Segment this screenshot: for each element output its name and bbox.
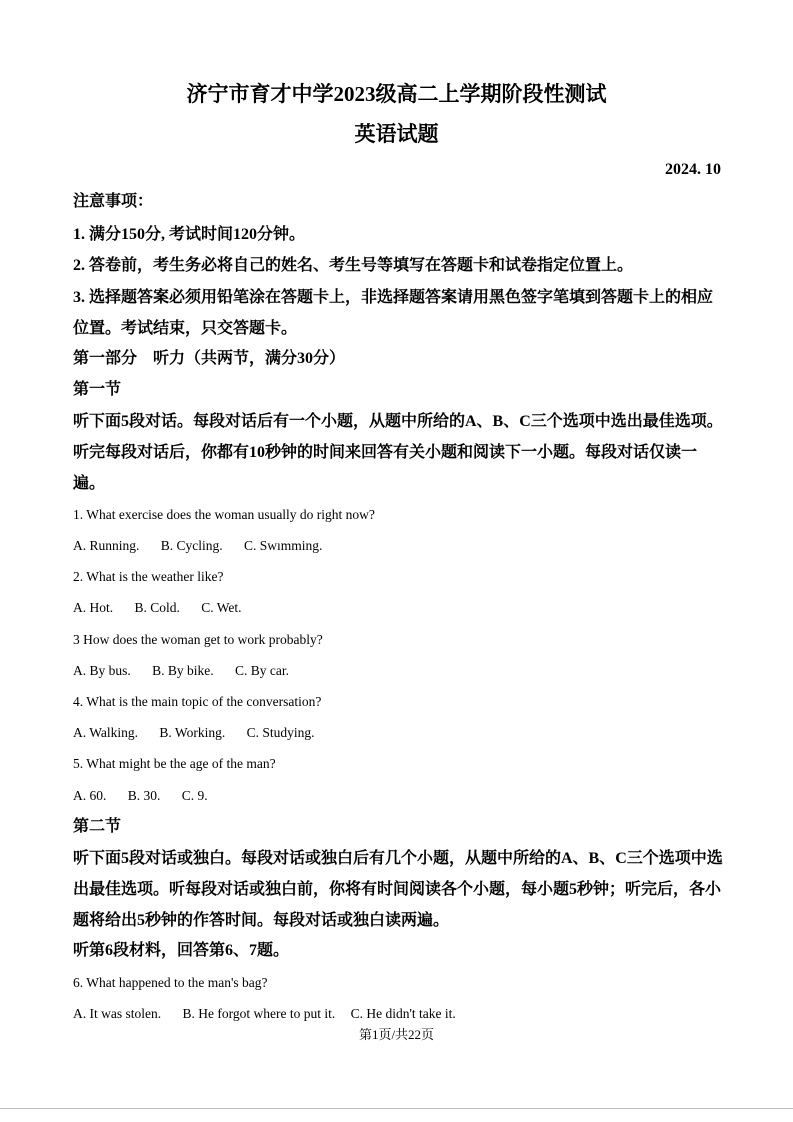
question-4-options	[73, 725, 314, 741]
option-a: A. It was stolen.	[73, 1006, 162, 1021]
option-a: A. Running.	[73, 538, 140, 553]
note-item-1: 1. 满分150分, 考试时间120分钟。	[73, 226, 306, 243]
section1-heading: 第一节	[73, 381, 122, 398]
question-2: 2. What is the weather like?	[73, 569, 224, 584]
option-a: A. By bus.	[73, 663, 131, 678]
exam-date: 2024. 10	[665, 161, 721, 178]
notes-heading: 注意事项：	[73, 193, 154, 210]
option-b: B. By bike.	[152, 663, 214, 678]
question-5: 5. What might be the age of the man?	[73, 756, 276, 771]
material-heading: 听第6段材料，回答第6、7题。	[73, 942, 290, 959]
option-b: B. Working.	[159, 725, 226, 740]
question-5-options	[73, 788, 208, 804]
question-4: 4. What is the main topic of the conversation?	[73, 694, 322, 709]
question-3: 3 How does the woman get to work probably?	[73, 632, 323, 647]
question-2-options	[73, 600, 242, 616]
question-6-options	[73, 1006, 456, 1022]
note-item-3: 3. 选择题答案必须用铅笔涂在答题卡上，非选择题答案请用黑色签字笔填到答题卡上的相应位置。考试结束，只交答题卡。	[73, 289, 714, 337]
page-footer: 第1页/共22页	[358, 1027, 435, 1042]
option-b: B. Cycling.	[160, 538, 223, 553]
part1-heading: 第一部分 听力（共两节，满分30分）	[73, 350, 346, 367]
question-1-options	[73, 538, 322, 554]
section1-instruction: 听下面5段对话。每段对话后有一个小题，从题中所给的A、B、C三个选项中选出最佳选项。听完每段对话后，你都有10秒钟的时间来回答有关小题和阅读下一小题。每段对话仅读一遍。	[73, 413, 723, 492]
section2-instruction: 听下面5段对话或独白。每段对话或独白后有几个小题，从题中所给的A、B、C三个选项中选出最佳选项。听每段对话或独白前，你将有时间阅读各个小题，每小题5秒钟；听完后，各小题将给出5秒钟的作答时间。每段对话或独白读两遍。	[73, 850, 723, 929]
question-3-options	[73, 663, 289, 679]
option-a: A. Walking.	[73, 725, 139, 740]
option-c: C. Swımming.	[244, 538, 323, 553]
note-item-2: 2. 答卷前，考生务必将自己的姓名、考生号等填写在答题卡和试卷指定位置上。	[73, 257, 634, 274]
bottom-divider	[0, 1108, 793, 1109]
option-c: C. Wet.	[201, 600, 242, 615]
option-b: B. He forgot where to put it.	[182, 1006, 336, 1021]
exam-title: 济宁市育才中学2023级高二上学期阶段性测试	[186, 82, 607, 106]
option-a: A. Hot.	[73, 600, 114, 615]
option-a: A. 60.	[73, 788, 107, 803]
option-c: C. Studying.	[246, 725, 315, 740]
question-6: 6. What happened to the man's bag?	[73, 975, 268, 990]
option-b: B. 30.	[127, 788, 161, 803]
option-c: C. He didn't take it.	[350, 1006, 456, 1021]
question-1: 1. What exercise does the woman usually do right now?	[73, 507, 375, 522]
section2-heading: 第二节	[73, 818, 122, 835]
option-b: B. Cold.	[134, 600, 180, 615]
option-c: C. By car.	[235, 663, 290, 678]
option-c: C. 9.	[181, 788, 208, 803]
subject-title: 英语试题	[354, 122, 439, 146]
